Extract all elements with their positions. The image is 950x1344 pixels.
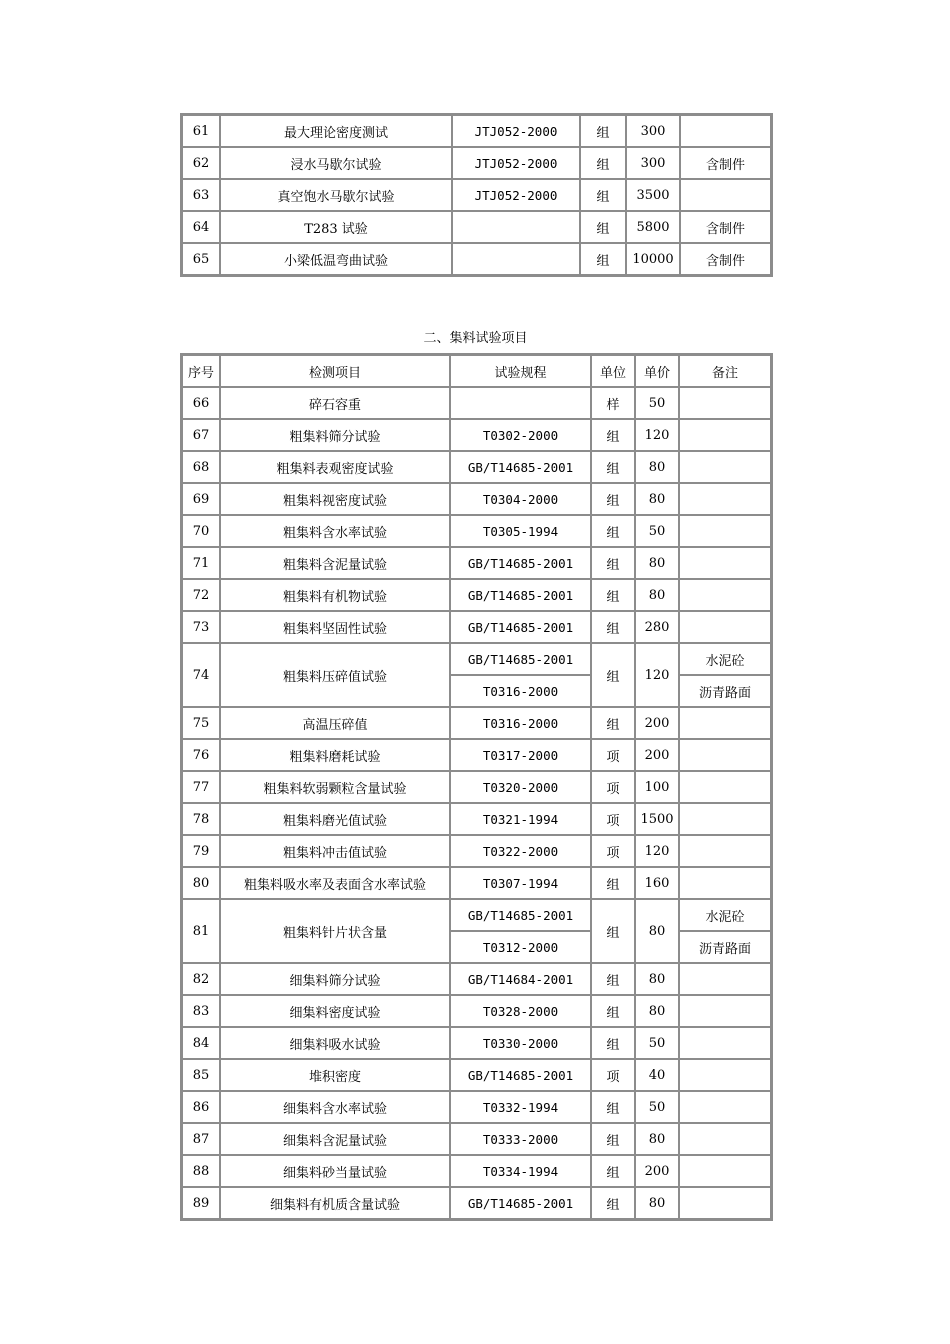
cell-note	[679, 803, 771, 835]
cell-price: 200	[635, 739, 679, 771]
table-row	[182, 771, 771, 803]
cell-spec: T0333-2000	[450, 1123, 591, 1155]
cell-unit: 组	[591, 547, 635, 579]
cell-price: 80	[635, 1187, 679, 1219]
cell-note	[679, 771, 771, 803]
cell-item: 小梁低温弯曲试验	[220, 243, 452, 275]
cell-price: 200	[635, 707, 679, 739]
cell-item: 细集料含水率试验	[220, 1091, 450, 1123]
cell-item: 粗集料含泥量试验	[220, 547, 450, 579]
cell-spec: T0328-2000	[450, 995, 591, 1027]
cell-note	[679, 1059, 771, 1091]
cell-no: 70	[182, 515, 220, 547]
cell-item: 堆积密度	[220, 1059, 450, 1091]
header-note: 备注	[679, 355, 771, 387]
cell-price: 50	[635, 515, 679, 547]
cell-spec: T0305-1994	[450, 515, 591, 547]
cell-no: 77	[182, 771, 220, 803]
cell-no: 81	[182, 899, 220, 963]
cell-note	[679, 611, 771, 643]
cell-item: 粗集料磨耗试验	[220, 739, 450, 771]
cell-price: 50	[635, 387, 679, 419]
cell-unit: 组	[591, 419, 635, 451]
cell-spec: GB/T14685-2001	[450, 579, 591, 611]
cell-item: 细集料吸水试验	[220, 1027, 450, 1059]
table-row	[182, 867, 771, 899]
cell-spec: T0316-2000	[450, 675, 591, 707]
cell-note: 水泥砼	[679, 643, 771, 675]
cell-no: 68	[182, 451, 220, 483]
cell-spec: T0334-1994	[450, 1155, 591, 1187]
cell-item: 浸水马歇尔试验	[220, 147, 452, 179]
cell-unit: 组	[580, 115, 626, 147]
cell-unit: 组	[580, 179, 626, 211]
cell-note	[679, 835, 771, 867]
cell-note: 含制件	[680, 147, 771, 179]
cell-note	[679, 1091, 771, 1123]
cell-item: 高温压碎值	[220, 707, 450, 739]
cell-note	[679, 419, 771, 451]
cell-price: 80	[635, 899, 679, 963]
cell-unit: 组	[591, 1155, 635, 1187]
header-no: 序号	[182, 355, 220, 387]
cell-spec: GB/T14685-2001	[450, 547, 591, 579]
cell-note	[679, 739, 771, 771]
cell-item: 粗集料冲击值试验	[220, 835, 450, 867]
cell-unit: 组	[591, 1187, 635, 1219]
table-row	[182, 739, 771, 771]
table-row	[182, 611, 771, 643]
cell-spec: GB/T14685-2001	[450, 643, 591, 675]
cell-no: 65	[182, 243, 220, 275]
cell-spec: T0332-1994	[450, 1091, 591, 1123]
cell-note	[679, 707, 771, 739]
cell-no: 86	[182, 1091, 220, 1123]
table-row	[182, 963, 771, 995]
cell-unit: 组	[591, 1027, 635, 1059]
price-table-aggregate	[180, 353, 773, 1221]
cell-price: 120	[635, 835, 679, 867]
cell-note	[679, 547, 771, 579]
cell-no: 76	[182, 739, 220, 771]
cell-item: 粗集料吸水率及表面含水率试验	[220, 867, 450, 899]
cell-spec: GB/T14684-2001	[450, 963, 591, 995]
cell-spec: T0304-2000	[450, 483, 591, 515]
cell-price: 50	[635, 1091, 679, 1123]
cell-no: 71	[182, 547, 220, 579]
cell-note	[680, 115, 771, 147]
cell-item: 粗集料有机物试验	[220, 579, 450, 611]
cell-spec: GB/T14685-2001	[450, 611, 591, 643]
cell-no: 66	[182, 387, 220, 419]
cell-unit: 组	[591, 707, 635, 739]
cell-price: 10000	[626, 243, 680, 275]
cell-price: 80	[635, 1123, 679, 1155]
cell-note	[679, 1027, 771, 1059]
cell-unit: 组	[591, 643, 635, 707]
cell-price: 200	[635, 1155, 679, 1187]
cell-unit: 项	[591, 803, 635, 835]
cell-spec: T0330-2000	[450, 1027, 591, 1059]
table-row	[182, 419, 771, 451]
cell-price: 160	[635, 867, 679, 899]
cell-price: 80	[635, 995, 679, 1027]
cell-unit: 组	[591, 963, 635, 995]
cell-note	[679, 1187, 771, 1219]
cell-price: 80	[635, 547, 679, 579]
cell-item: 细集料有机质含量试验	[220, 1187, 450, 1219]
table-row	[182, 1059, 771, 1091]
cell-unit: 组	[580, 243, 626, 275]
cell-price: 80	[635, 579, 679, 611]
cell-item: 细集料密度试验	[220, 995, 450, 1027]
table-row	[182, 1187, 771, 1219]
cell-note	[679, 867, 771, 899]
cell-spec: T0307-1994	[450, 867, 591, 899]
cell-price: 3500	[626, 179, 680, 211]
table-row	[182, 643, 771, 675]
cell-unit: 样	[591, 387, 635, 419]
cell-note	[679, 963, 771, 995]
header-unit: 单位	[591, 355, 635, 387]
cell-price: 80	[635, 483, 679, 515]
cell-spec: T0322-2000	[450, 835, 591, 867]
cell-price: 80	[635, 963, 679, 995]
cell-spec: GB/T14685-2001	[450, 1187, 591, 1219]
cell-item: 粗集料筛分试验	[220, 419, 450, 451]
cell-no: 85	[182, 1059, 220, 1091]
cell-spec: GB/T14685-2001	[450, 899, 591, 931]
cell-no: 72	[182, 579, 220, 611]
table-row	[182, 147, 771, 179]
table-row	[182, 387, 771, 419]
cell-unit: 项	[591, 771, 635, 803]
cell-item: 粗集料软弱颗粒含量试验	[220, 771, 450, 803]
cell-price: 300	[626, 115, 680, 147]
table-row	[182, 899, 771, 931]
cell-item: 粗集料表观密度试验	[220, 451, 450, 483]
cell-unit: 组	[580, 147, 626, 179]
cell-item: 粗集料针片状含量	[220, 899, 450, 963]
cell-unit: 项	[591, 835, 635, 867]
cell-note: 沥青路面	[679, 931, 771, 963]
cell-note	[680, 179, 771, 211]
table-header-row	[182, 355, 771, 387]
table-row	[182, 211, 771, 243]
cell-no: 78	[182, 803, 220, 835]
table-row	[182, 579, 771, 611]
cell-no: 84	[182, 1027, 220, 1059]
cell-spec	[450, 387, 591, 419]
cell-price: 300	[626, 147, 680, 179]
cell-item: 真空饱水马歇尔试验	[220, 179, 452, 211]
cell-note	[679, 579, 771, 611]
cell-no: 73	[182, 611, 220, 643]
cell-note	[679, 995, 771, 1027]
cell-note: 水泥砼	[679, 899, 771, 931]
table-row	[182, 115, 771, 147]
cell-item: 最大理论密度测试	[220, 115, 452, 147]
cell-price: 50	[635, 1027, 679, 1059]
cell-no: 69	[182, 483, 220, 515]
section-title: 二、集料试验项目	[423, 331, 528, 346]
cell-unit: 组	[591, 867, 635, 899]
cell-spec: T0312-2000	[450, 931, 591, 963]
cell-spec: T0321-1994	[450, 803, 591, 835]
cell-item: 粗集料磨光值试验	[220, 803, 450, 835]
cell-spec: JTJ052-2000	[452, 147, 580, 179]
cell-spec: T0320-2000	[450, 771, 591, 803]
cell-note	[679, 451, 771, 483]
cell-unit: 组	[591, 899, 635, 963]
cell-unit: 组	[580, 211, 626, 243]
cell-price: 1500	[635, 803, 679, 835]
table-row	[182, 515, 771, 547]
cell-note	[679, 515, 771, 547]
cell-spec: GB/T14685-2001	[450, 1059, 591, 1091]
table-row	[182, 1091, 771, 1123]
cell-no: 82	[182, 963, 220, 995]
cell-price: 120	[635, 419, 679, 451]
cell-unit: 组	[591, 451, 635, 483]
cell-unit: 组	[591, 1091, 635, 1123]
cell-no: 79	[182, 835, 220, 867]
cell-unit: 组	[591, 483, 635, 515]
table-row	[182, 803, 771, 835]
cell-item: 细集料砂当量试验	[220, 1155, 450, 1187]
cell-no: 83	[182, 995, 220, 1027]
cell-no: 87	[182, 1123, 220, 1155]
cell-no: 61	[182, 115, 220, 147]
cell-price: 5800	[626, 211, 680, 243]
table-row	[182, 1155, 771, 1187]
cell-no: 88	[182, 1155, 220, 1187]
cell-item: 细集料含泥量试验	[220, 1123, 450, 1155]
table-row	[182, 835, 771, 867]
cell-note: 含制件	[680, 211, 771, 243]
cell-unit: 组	[591, 995, 635, 1027]
cell-spec	[452, 211, 580, 243]
cell-price: 120	[635, 643, 679, 707]
cell-note	[679, 1123, 771, 1155]
table-row	[182, 483, 771, 515]
cell-item: 碎石容重	[220, 387, 450, 419]
cell-no: 80	[182, 867, 220, 899]
cell-no: 64	[182, 211, 220, 243]
cell-item: 粗集料压碎值试验	[220, 643, 450, 707]
cell-item: 粗集料含水率试验	[220, 515, 450, 547]
cell-price: 80	[635, 451, 679, 483]
cell-item: T283 试验	[220, 211, 452, 243]
cell-unit: 组	[591, 579, 635, 611]
cell-unit: 项	[591, 1059, 635, 1091]
header-item: 检测项目	[220, 355, 450, 387]
cell-note	[679, 387, 771, 419]
cell-no: 75	[182, 707, 220, 739]
cell-spec: JTJ052-2000	[452, 179, 580, 211]
table-row	[182, 243, 771, 275]
cell-no: 67	[182, 419, 220, 451]
cell-unit: 组	[591, 515, 635, 547]
cell-spec	[452, 243, 580, 275]
cell-unit: 组	[591, 1123, 635, 1155]
cell-spec: T0302-2000	[450, 419, 591, 451]
cell-no: 63	[182, 179, 220, 211]
cell-note	[679, 1155, 771, 1187]
cell-no: 89	[182, 1187, 220, 1219]
cell-price: 100	[635, 771, 679, 803]
cell-spec: T0317-2000	[450, 739, 591, 771]
table-row	[182, 1123, 771, 1155]
cell-unit: 组	[591, 611, 635, 643]
price-table-asphalt-continued	[180, 113, 773, 277]
table-row	[182, 995, 771, 1027]
header-price: 单价	[635, 355, 679, 387]
cell-item: 细集料筛分试验	[220, 963, 450, 995]
table-row	[182, 547, 771, 579]
cell-item: 粗集料坚固性试验	[220, 611, 450, 643]
table-row	[182, 707, 771, 739]
cell-note	[679, 483, 771, 515]
cell-no: 74	[182, 643, 220, 707]
cell-price: 40	[635, 1059, 679, 1091]
cell-unit: 项	[591, 739, 635, 771]
cell-item: 粗集料视密度试验	[220, 483, 450, 515]
cell-spec: GB/T14685-2001	[450, 451, 591, 483]
cell-spec: JTJ052-2000	[452, 115, 580, 147]
cell-note: 含制件	[680, 243, 771, 275]
cell-price: 280	[635, 611, 679, 643]
table-row	[182, 179, 771, 211]
cell-spec: T0316-2000	[450, 707, 591, 739]
table-row	[182, 1027, 771, 1059]
cell-no: 62	[182, 147, 220, 179]
table-row	[182, 451, 771, 483]
cell-note: 沥青路面	[679, 675, 771, 707]
header-spec: 试验规程	[450, 355, 591, 387]
